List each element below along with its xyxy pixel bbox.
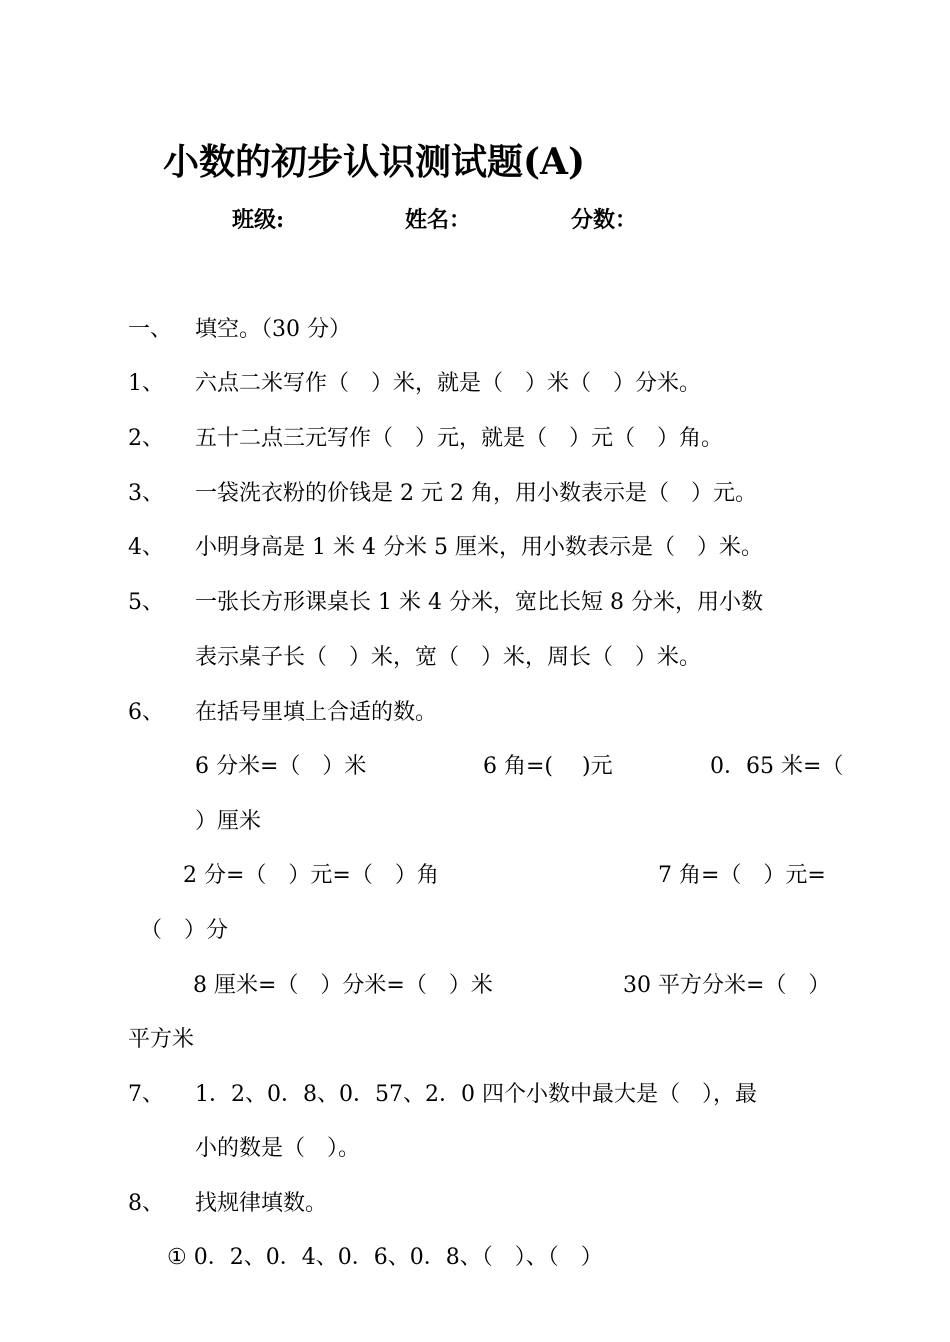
question-text: 一袋洗衣粉的价钱是 2 元 2 角，用小数表示是（ ）元。 — [195, 481, 757, 506]
name-label: 姓名： — [405, 207, 472, 233]
question-number: 5、 — [128, 590, 164, 615]
fill-item: 平方米 — [128, 1027, 195, 1052]
fill-item: 30 平方分米=（ ） — [623, 973, 831, 998]
fill-item: 2 分=（ ）元=（ ）角 — [183, 863, 439, 888]
question-text: 五十二点三元写作（ ）元，就是（ ）元（ ）角。 — [195, 426, 724, 451]
question-text: 小的数是（ ）。 — [195, 1136, 361, 1161]
fill-item: ）厘米 — [195, 809, 262, 834]
question-text: 一张长方形课桌长 1 米 4 分米，宽比长短 8 分米，用小数 — [195, 590, 763, 615]
fill-item: 7 角=（ ）元= — [658, 863, 826, 888]
class-label: 班级: — [232, 207, 285, 233]
section-heading: 填空。（30 分） — [195, 317, 351, 342]
question-text: 小明身高是 1 米 4 分米 5 厘米，用小数表示是（ ）米。 — [195, 535, 763, 560]
fill-item: ① 0．2、0．4、0．6、0．8、（ ）、（ ） — [167, 1245, 603, 1270]
question-number: 1、 — [128, 371, 164, 396]
question-number: 8、 — [128, 1191, 164, 1216]
question-number: 2、 — [128, 426, 164, 451]
question-number: 7、 — [128, 1082, 164, 1107]
fill-item: 6 分米=（ ）米 — [195, 754, 367, 779]
fill-item: （ ）分 — [140, 918, 229, 943]
question-number: 3、 — [128, 481, 164, 506]
fill-item: 8 厘米=（ ）分米=（ ）米 — [193, 973, 493, 998]
fill-item: 0．65 米=（ — [710, 754, 844, 779]
question-text: 表示桌子长（ ）米，宽（ ）米，周长（ ）米。 — [195, 645, 702, 670]
question-number: 6、 — [128, 700, 164, 725]
question-text: 在括号里填上合适的数。 — [195, 700, 438, 725]
question-text: 找规律填数。 — [195, 1191, 328, 1216]
score-label: 分数： — [571, 207, 638, 233]
section-number: 一、 — [128, 317, 173, 342]
question-text: 六点二米写作（ ）米，就是（ ）米（ ）分米。 — [195, 371, 702, 396]
page-title: 小数的初步认识测试题(A) — [163, 141, 585, 183]
question-text: 1．2、0．8、0．57、2．0 四个小数中最大是（ ），最 — [195, 1082, 757, 1107]
question-number: 4、 — [128, 535, 164, 560]
fill-item: 6 角=( )元 — [483, 754, 613, 779]
